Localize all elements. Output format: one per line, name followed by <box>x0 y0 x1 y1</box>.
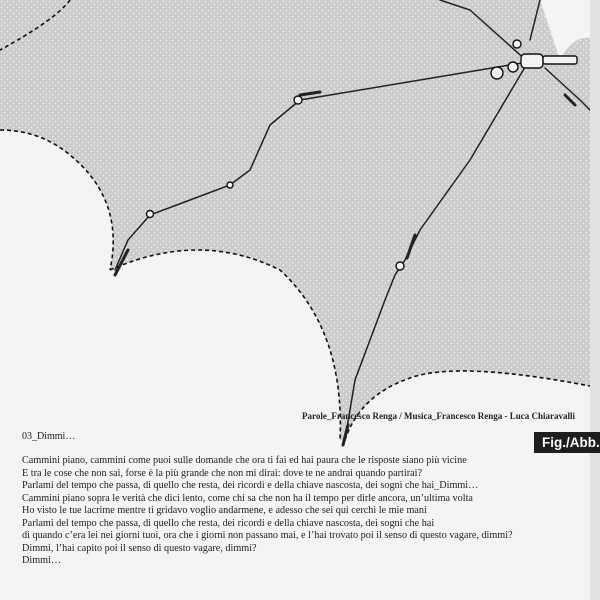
song-credits: Parole_Francesco Renga / Musica_Francesco Renga - Luca Chiaravalli <box>302 411 576 421</box>
lyric-line: Dimmi, l’hai capito poi il senso di questo vagare, dimmi? <box>22 542 257 554</box>
lyric-line: di quando c’era lei nei giorni tuoi, ora che i giorni non passano mai, e l’hai trovato poi il senso di questo vagare, dimmi? <box>22 530 513 541</box>
lyric-line: Dimmi… <box>22 555 62 566</box>
lyrics-block <box>22 455 513 568</box>
figure-badge: Fig./Abb. <box>534 432 600 453</box>
lyric-line: Cammini piano sopra le verità che dici lento, come chi sa che non ha il tempo per dirle ancora, un’ultima volta <box>22 492 473 504</box>
lyric-line: Cammini piano, cammini come puoi sulle domande che ora ti fai ed hai paura che le risposte siano più vicine <box>22 455 467 466</box>
page-edge <box>590 0 600 600</box>
lyric-line: Parlami del tempo che passa, di quello che resta, dei ricordi e della chiave nascosta, dei sogni che hai <box>22 517 435 529</box>
song-title: 03_Dimmi… <box>22 431 76 442</box>
lyric-line: Ho visto le tue lacrime mentre ti gridavo voglio andarmene, e adesso che sei qui cerchi le mie mani <box>22 505 427 516</box>
lyric-line: Parlami del tempo che passa, di quello che resta, dei ricordi e della chiave nascosta, dei sogni che hai_Dimmi… <box>22 480 479 491</box>
lyric-line: E tra le cose che non sai, forse è la più grande che non mi dirai: dove te ne andrai quando partirai? <box>22 467 422 479</box>
